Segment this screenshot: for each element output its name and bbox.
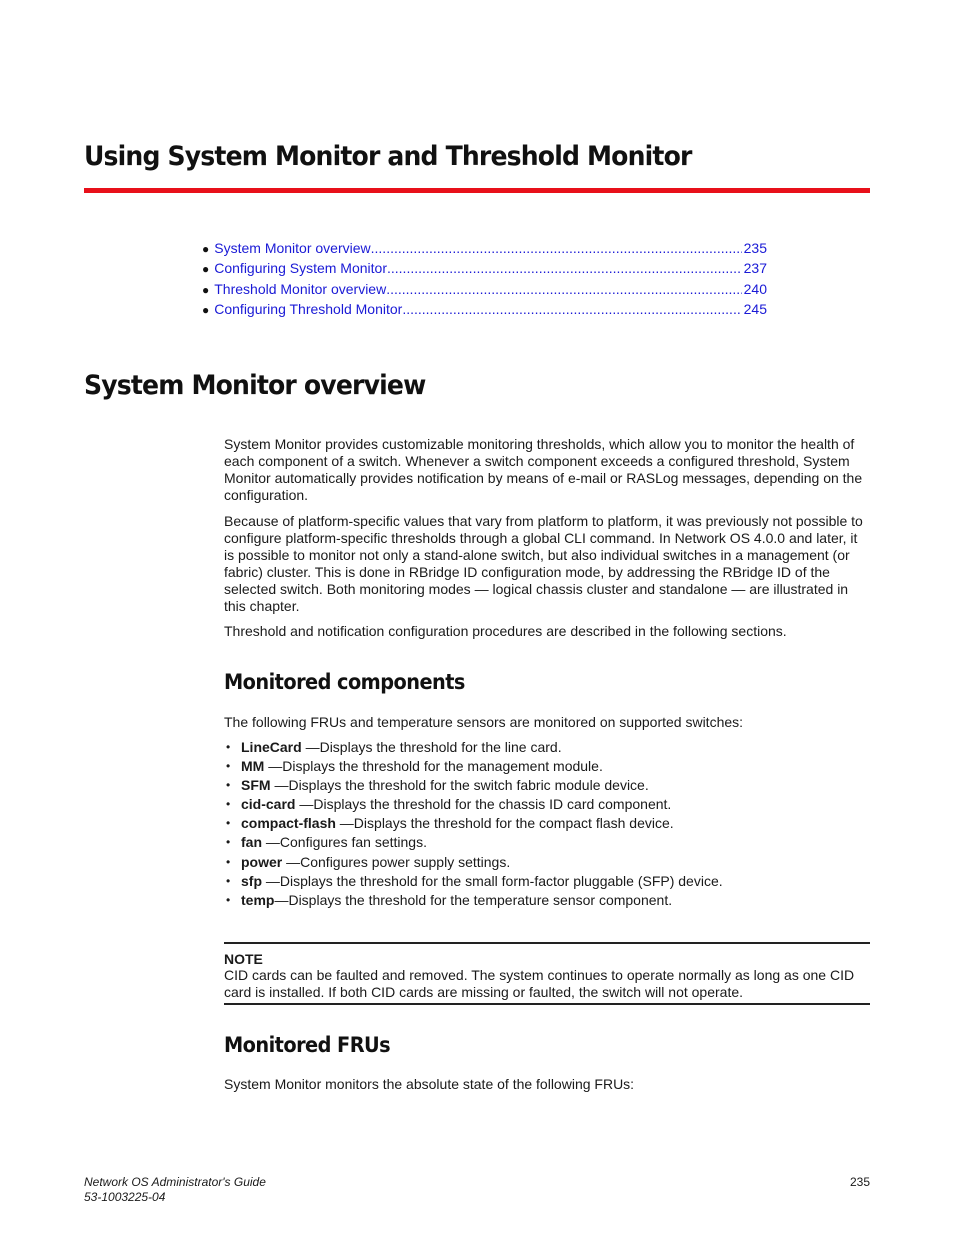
description: —Displays the threshold for the management module. [264, 758, 603, 775]
list-item [224, 853, 870, 872]
toc-link[interactable]: System Monitor overview [214, 240, 371, 256]
list-item [224, 795, 870, 814]
paragraph: Threshold and notification configuration procedures are described in the following sections. [224, 623, 787, 639]
footer-left [84, 1175, 266, 1205]
title-rule [84, 188, 870, 193]
toc-leader [402, 301, 741, 317]
toc-link[interactable]: Configuring System Monitor [214, 260, 387, 277]
description: —Configures power supply settings. [282, 853, 511, 870]
toc-link[interactable]: Threshold Monitor overview [214, 280, 387, 297]
toc-page-number[interactable]: 245 [743, 300, 767, 317]
toc-leader [387, 260, 742, 276]
toc-page-number[interactable]: 235 [743, 240, 767, 256]
paragraph: System Monitor monitors the absolute state of the following FRUs: [224, 1076, 635, 1092]
description: —Displays the threshold for the temperature sensor component. [274, 891, 673, 908]
description: —Configures fan settings. [262, 834, 427, 851]
toc-item-configuring-system-monitor[interactable] [202, 260, 767, 280]
bullet: • [226, 816, 231, 831]
toc-page-number[interactable]: 237 [743, 260, 767, 277]
footer-doc-number: 53-1003225-04 [84, 1190, 166, 1204]
bullet: • [226, 778, 231, 793]
bullet: • [226, 740, 231, 754]
list-item [224, 738, 870, 757]
toc-item-threshold-monitor-overview[interactable] [202, 281, 767, 301]
note-label: NOTE [224, 951, 263, 967]
toc-bullet: ● [202, 242, 210, 256]
paragraph: The following FRUs and temperature sensors are monitored on supported switches: [224, 714, 744, 730]
toc-bullet: ● [202, 262, 210, 277]
subsection-title: Monitored components [224, 670, 465, 694]
bullet: • [226, 873, 231, 888]
table-of-contents [202, 240, 767, 321]
toc-bullet: ● [202, 302, 210, 317]
bullet: • [226, 892, 231, 907]
description: —Displays the threshold for the line card. [301, 739, 562, 755]
paragraph: System Monitor provides customizable monitoring thresholds, which allow you to monitor the health of each component of a switch. Whenever a switch component exceeds a configured threshold, System Monitor automatically provides notification by means of e-mail or RASLog messages, depending on the configuration. [224, 436, 863, 503]
list-item [224, 757, 870, 776]
list-item [224, 776, 870, 795]
list-item [224, 833, 870, 852]
toc-item-configuring-threshold-monitor[interactable] [202, 301, 767, 321]
term: MM [241, 758, 265, 775]
footer-page-number: 235 [849, 1175, 870, 1189]
list-item [224, 814, 870, 833]
term: LineCard [241, 739, 302, 755]
term: fan [241, 834, 262, 851]
toc-item-system-monitor-overview[interactable] [202, 240, 767, 260]
term: compact-flash [241, 815, 336, 832]
description: —Displays the threshold for the compact flash device. [335, 815, 674, 832]
bullet: • [226, 835, 231, 850]
section-title: System Monitor overview [84, 370, 426, 401]
bullet: • [226, 797, 231, 812]
term: SFM [241, 777, 271, 794]
description: —Displays the threshold for the chassis ID card component. [295, 796, 672, 813]
toc-link[interactable]: Configuring Threshold Monitor [214, 300, 403, 317]
list-item [224, 891, 870, 910]
term: cid-card [241, 796, 296, 813]
term: sfp [241, 872, 262, 889]
bullet: • [226, 759, 231, 774]
footer-guide-title: Network OS Administrator's Guide [84, 1175, 266, 1189]
term: temp [241, 891, 275, 908]
chapter-title: Using System Monitor and Threshold Monitor [84, 141, 692, 172]
bullet: • [226, 854, 231, 869]
term: power [241, 853, 283, 870]
list-item [224, 872, 870, 891]
note-box [224, 942, 870, 1005]
description: —Displays the threshold for the small form-factor pluggable (SFP) device. [262, 872, 723, 889]
paragraph: Because of platform-specific values that vary from platform to platform, it was previously not possible to configure platform-specific thresholds through a global CLI command. In Network OS 4.0.0 and later, it is possible to monitor not only a stand-alone switch, but also individual switches in a management (or fabric) cluster. This is done in RBridge ID configuration mode, by addressing the RBridge ID of the selected switch. Both monitoring modes — logical chassis cluster and standalone — are illustrated in this chapter. [224, 513, 863, 614]
toc-leader [386, 281, 741, 297]
toc-leader [371, 240, 742, 256]
toc-page-number[interactable]: 240 [743, 280, 767, 297]
note-text: CID cards can be faulted and removed. The system continues to operate normally as long as one CID card is installed. If both CID cards are missing or faulted, the switch will not operate. [224, 967, 855, 1000]
components-list [224, 738, 870, 910]
description: —Displays the threshold for the switch fabric module device. [270, 777, 649, 794]
toc-bullet: ● [202, 282, 210, 297]
subsection-title: Monitored FRUs [224, 1033, 391, 1057]
